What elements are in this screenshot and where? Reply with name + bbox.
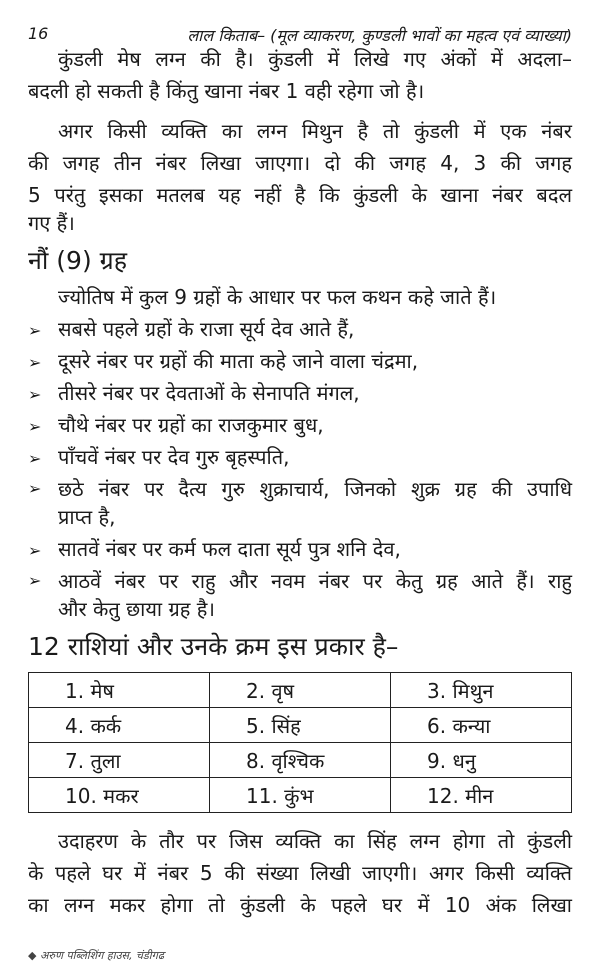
paragraph-line: का लग्न मकर होगा तो कुंडली के पहले घर में 10 अंक लिखा <box>28 893 572 917</box>
bullet-item <box>58 502 572 532</box>
table-cell: 6. कन्या <box>391 708 572 743</box>
bullet-item <box>28 378 572 410</box>
paragraph-line: गए हैं। <box>28 211 75 235</box>
table-cell: 11. कुंभ <box>210 778 391 813</box>
publisher-footer <box>28 948 164 963</box>
table-cell: 10. मकर <box>29 778 210 813</box>
section-heading: नौं (9) ग्रह <box>28 246 128 275</box>
bullet-text: दूसरे नंबर पर ग्रहों की माता कहे जाने वाला चंद्रमा, <box>58 349 419 373</box>
paragraph-line: कुंडली मेष लग्न की है। कुंडली में लिखे गए अंकों में अदला– <box>58 47 572 71</box>
paragraph-line: के पहले घर में नंबर 5 की संख्या लिखी जाएगी। अगर किसी व्यक्ति <box>28 861 572 885</box>
bullet-text: सातवें नंबर पर कर्म फल दाता सूर्य पुत्र शनि देव, <box>58 537 401 561</box>
arrow-bullet-icon: ➢ <box>28 449 42 468</box>
paragraph-line: अगर किसी व्यक्ति का लग्न मिथुन है तो कुंडली में एक नंबर <box>58 119 572 143</box>
section-heading: 12 राशियां और उनके क्रम इस प्रकार है– <box>28 632 399 661</box>
bullet-item <box>28 474 572 504</box>
bullet-item <box>28 534 572 566</box>
paragraph-line: की जगह तीन नंबर लिखा जाएगा। दो की जगह 4, 3 की जगह <box>28 151 572 175</box>
bullet-item <box>28 410 572 442</box>
intro-line: ज्योतिष में कुल 9 ग्रहों के आधार पर फल कथन कहे जाते हैं। <box>58 285 497 309</box>
table-cell: 5. सिंह <box>210 708 391 743</box>
table-row <box>29 708 572 743</box>
bullet-item <box>58 594 572 624</box>
paragraph-line: 5 परंतु इसका मतलब यह नहीं है कि कुंडली के खाना नंबर बदल <box>28 183 572 207</box>
bullet-item <box>28 314 572 346</box>
table-cell: 9. धनु <box>391 743 572 778</box>
bullet-text: सबसे पहले ग्रहों के राजा सूर्य देव आते हैं, <box>58 317 355 341</box>
bullet-text: पाँचवें नंबर पर देव गुरु बृहस्पति, <box>58 445 290 469</box>
rashi-table <box>28 672 572 813</box>
bullet-text: तीसरे नंबर पर देवताओं के सेनापति मंगल, <box>58 381 360 405</box>
bullet-text: आठवें नंबर पर राहु और नवम नंबर पर केतु ग्रह आते हैं। राहु <box>58 569 572 593</box>
running-title: लाल किताब– (मूल व्याकरण, कुण्डली भावों का महत्व एवं व्याख्या) <box>187 26 572 45</box>
arrow-bullet-icon: ➢ <box>28 417 42 436</box>
arrow-bullet-icon: ➢ <box>28 571 42 590</box>
arrow-bullet-icon: ➢ <box>28 353 42 372</box>
table-cell: 12. मीन <box>391 778 572 813</box>
table-row <box>29 743 572 778</box>
bullet-text: चौथे नंबर पर ग्रहों का राजकुमार बुध, <box>58 413 324 437</box>
paragraph-line: उदाहरण के तौर पर जिस व्यक्ति का सिंह लग्न होगा तो कुंडली <box>58 829 572 853</box>
page-number: 16 <box>28 24 49 43</box>
diamond-icon: ◆ <box>28 949 40 962</box>
arrow-bullet-icon: ➢ <box>28 541 42 560</box>
table-cell: 1. मेष <box>29 673 210 708</box>
arrow-bullet-icon: ➢ <box>28 385 42 404</box>
bullet-item <box>28 566 572 596</box>
bullet-text: छठे नंबर पर दैत्य गुरु शुक्राचार्य, जिनको शुक्र ग्रह की उपाधि <box>58 477 572 501</box>
bullet-text: प्राप्त है, <box>58 505 116 529</box>
arrow-bullet-icon: ➢ <box>28 479 42 498</box>
table-cell: 4. कर्क <box>29 708 210 743</box>
table-cell: 8. वृश्चिक <box>210 743 391 778</box>
bullet-item <box>28 346 572 378</box>
arrow-bullet-icon: ➢ <box>28 321 42 340</box>
table-cell: 7. तुला <box>29 743 210 778</box>
paragraph-line: बदली हो सकती है किंतु खाना नंबर 1 वही रहेगा जो है। <box>28 79 425 103</box>
table-cell: 3. मिथुन <box>391 673 572 708</box>
bullet-text: और केतु छाया ग्रह है। <box>58 597 215 621</box>
table-cell: 2. वृष <box>210 673 391 708</box>
publisher-name: अरुण पब्लिशिंग हाउस, चंडीगढ <box>39 949 165 962</box>
table-row <box>29 778 572 813</box>
bullet-item <box>28 442 572 474</box>
table-row <box>29 673 572 708</box>
